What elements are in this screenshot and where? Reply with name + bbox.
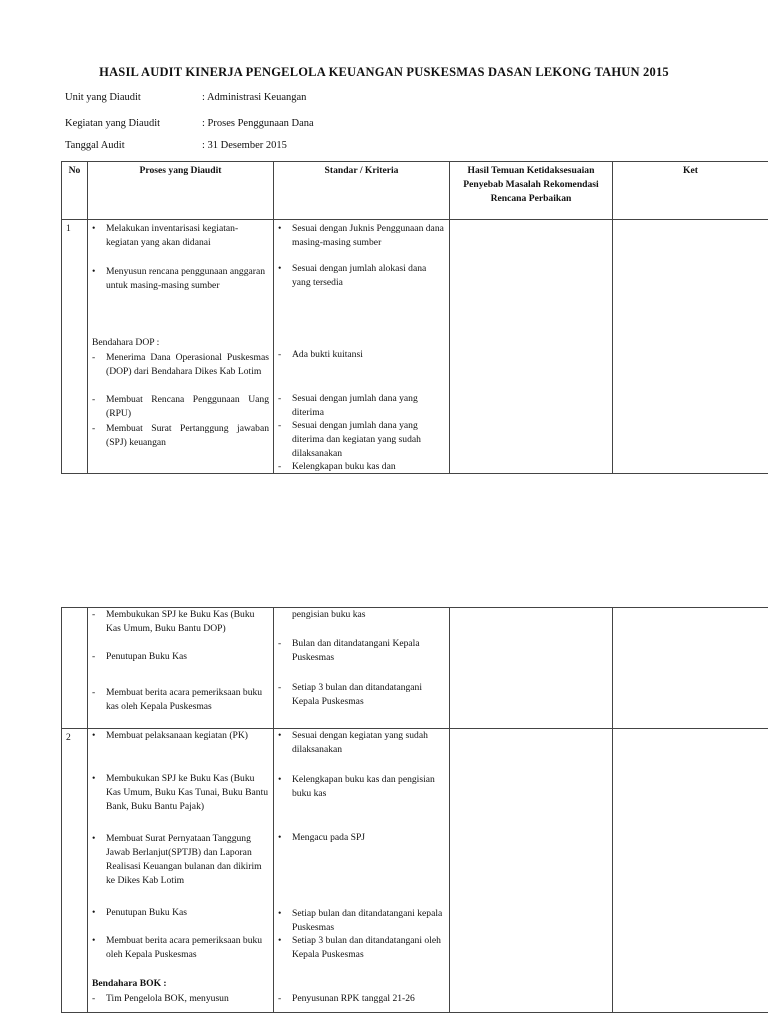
dash-icon: - (92, 993, 96, 1004)
dash-icon: - (278, 682, 282, 693)
ket-cell (613, 608, 768, 729)
list-item: • Setiap 3 bulan dan ditandatangani oleh Kepala Puskesmas (278, 935, 441, 960)
document-title: HASIL AUDIT KINERJA PENGELOLA KEUANGAN PUSKESMAS DASAN LEKONG TAHUN 2015 (99, 65, 669, 79)
header-ket: Ket (613, 162, 768, 220)
bullet-icon: • (278, 263, 282, 274)
bullet-icon: • (92, 773, 96, 784)
dash-icon: - (92, 651, 96, 662)
dash-icon: - (278, 461, 282, 472)
bullet-icon: • (92, 907, 96, 918)
list-item: • Menyusun rencana penggunaan anggaran untuk masing-masing sumber (92, 266, 266, 291)
list-item: - Kelengkapan buku kas dan (278, 461, 396, 472)
list-item: - Penutupan Buku Kas (92, 651, 188, 662)
header-hasil: Hasil Temuan Ketidaksesuaian Penyebab Masalah Rekomendasi Rencana Perbaikan (450, 162, 613, 220)
list-item: • Kelengkapan buku kas dan pengisian buku kas (278, 774, 435, 799)
meta-key: Kegiatan yang Diaudit (65, 118, 161, 129)
ket-cell (613, 729, 768, 1013)
row-number: 1 (62, 220, 88, 474)
list-item: • Penutupan Buku Kas (92, 907, 188, 918)
list-item: - Membuat berita acara pemeriksaan buku kas oleh Kepala Puskesmas (92, 687, 263, 712)
audit-table-part1 (61, 161, 768, 474)
bullet-icon: • (278, 908, 282, 919)
ket-cell (613, 220, 768, 474)
list-item: • Mengacu pada SPJ (278, 832, 366, 843)
list-item: • Membukukan SPJ ke Buku Kas (Buku Kas Umum, Buku Kas Tunai, Buku Bantu Bank, Buku Bantu Pajak) (92, 773, 269, 812)
list-item: - Membuat Surat Pertanggung jawaban (SPJ) keuangan (92, 423, 269, 448)
proses-cell (88, 608, 274, 729)
meta-value: : 31 Desember 2015 (202, 140, 287, 151)
standar-cell (274, 729, 450, 1013)
row-number (62, 608, 88, 729)
list-item: • Membuat pelaksanaan kegiatan (PK) (92, 730, 248, 741)
list-item: • Membuat berita acara pemeriksaan buku oleh Kepala Puskesmas (92, 935, 263, 960)
dash-icon: - (278, 993, 282, 1004)
bendahara-bok-label: Bendahara BOK : (92, 978, 167, 989)
dash-icon: - (278, 393, 282, 404)
dash-icon: - (92, 394, 96, 405)
bullet-icon: • (278, 935, 282, 946)
table-row (62, 729, 768, 1013)
bullet-icon: • (278, 832, 282, 843)
table-row (62, 608, 768, 729)
hasil-cell (450, 729, 613, 1013)
list-item: - Tim Pengelola BOK, menyusun (92, 993, 229, 1004)
list-item: • Sesuai dengan kegiatan yang sudah dilaksanakan (278, 730, 428, 755)
bullet-icon: • (278, 774, 282, 785)
standar-cell (274, 220, 450, 474)
meta-value: : Administrasi Keuangan (202, 92, 307, 103)
header-no: No (62, 162, 88, 220)
audit-table-part2 (61, 607, 768, 1013)
list-item: - Sesuai dengan jumlah dana yang diterima dan kegiatan yang sudah dilaksanakan (278, 420, 421, 459)
bullet-icon: • (278, 223, 282, 234)
header-proses: Proses yang Diaudit (88, 162, 274, 220)
dash-icon: - (92, 352, 96, 363)
row-number: 2 (62, 729, 88, 1013)
hasil-cell (450, 608, 613, 729)
bullet-icon: • (92, 730, 96, 741)
list-item: • Membuat Surat Pernyataan Tanggung Jawab Berlanjut(SPTJB) dan Laporan Realisasi Keuangan bulanan dan dikirim ke Dikes Kab Lotim (92, 833, 262, 886)
meta-key: Tanggal Audit (65, 140, 125, 151)
bullet-icon: • (92, 223, 96, 234)
list-item: - Ada bukti kuitansi (278, 349, 363, 360)
header-standar: Standar / Kriteria (274, 162, 450, 220)
list-item: - Membuat Rencana Penggunaan Uang (RPU) (92, 394, 269, 419)
dash-icon: - (92, 687, 96, 698)
hasil-cell (450, 220, 613, 474)
list-item: - Sesuai dengan jumlah dana yang diterima (278, 393, 418, 418)
list-item: - Menerima Dana Operasional Puskesmas (DOP) dari Bendahara Dikes Kab Lotim (92, 352, 269, 377)
proses-cell (88, 220, 274, 474)
table-header-row (62, 162, 768, 220)
list-item: - Bulan dan ditandatangani Kepala Puskesmas (278, 638, 420, 663)
bullet-icon: • (92, 935, 96, 946)
meta-key: Unit yang Diaudit (65, 92, 141, 103)
list-item: - Membukukan SPJ ke Buku Kas (Buku Kas Umum, Buku Bantu DOP) (92, 609, 255, 634)
list-item: - Setiap 3 bulan dan ditandatangani Kepala Puskesmas (278, 682, 423, 707)
dash-icon: - (278, 638, 282, 649)
list-item: • Sesuai dengan Juknis Penggunaan dana masing-masing sumber (278, 223, 444, 248)
bullet-icon: • (92, 266, 96, 277)
bendahara-dop-label: Bendahara DOP : (92, 337, 160, 348)
dash-icon: - (278, 420, 282, 431)
meta-value: : Proses Penggunaan Dana (202, 118, 314, 129)
list-item: pengisian buku kas (292, 609, 366, 620)
standar-cell (274, 608, 450, 729)
bullet-icon: • (278, 730, 282, 741)
dash-icon: - (278, 349, 282, 360)
list-item: - Penyusunan RPK tanggal 21-26 (278, 993, 415, 1004)
bullet-icon: • (92, 833, 96, 844)
proses-cell (88, 729, 274, 1013)
list-item: • Sesuai dengan jumlah alokasi dana yang tersedia (278, 263, 427, 288)
dash-icon: - (92, 423, 96, 434)
list-item: • Setiap bulan dan ditandatangani kepala Puskesmas (278, 908, 443, 933)
list-item: • Melakukan inventarisasi kegiatan-kegiatan yang akan didanai (92, 223, 239, 248)
table-row (62, 220, 768, 474)
dash-icon: - (92, 609, 96, 620)
